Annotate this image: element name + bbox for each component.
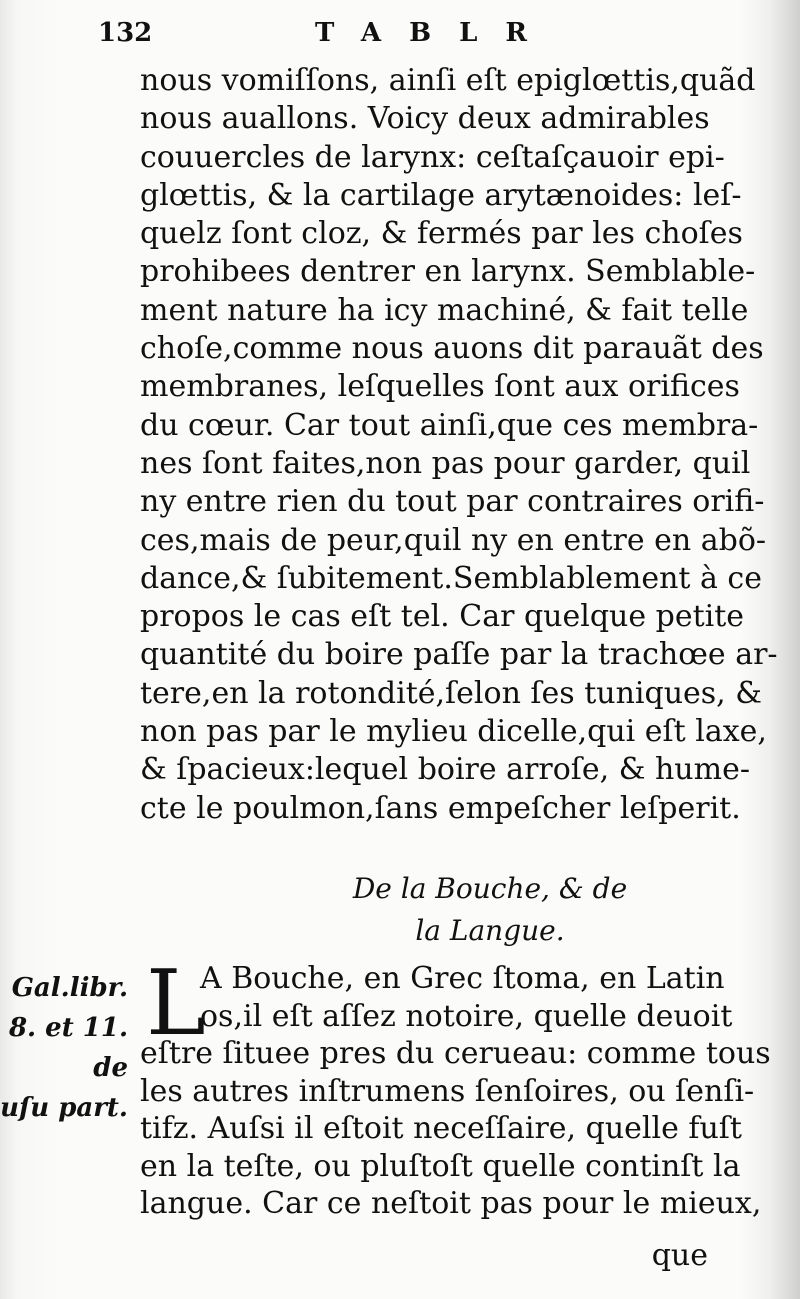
- section-heading-line-1: De la Bouche, & de: [352, 872, 628, 905]
- section-heading-line-2: la Langue.: [415, 914, 565, 947]
- page-number: 132: [98, 18, 153, 48]
- text-line: langue. Car ce neſtoit pas pour le mieux,: [140, 1186, 762, 1221]
- text-line: eſtre ſituee pres du cerueau: comme tous: [140, 1036, 771, 1071]
- text-line: cte le poulmon,ſans empeſcher leſperit.: [140, 790, 741, 826]
- text-line: nes ſont faites,non pas pour garder, quil: [140, 445, 751, 481]
- section-body-text: [140, 951, 771, 1223]
- drop-cap: L: [146, 951, 206, 1056]
- body-text: [140, 62, 778, 828]
- text-line: glœttis, & la cartilage arytænoides: leſ-: [140, 177, 742, 213]
- text-line: & ſpacieux:lequel boire arroſe, & hume-: [140, 752, 750, 788]
- text-line: propos le cas eſt tel. Car quelque petite: [140, 599, 745, 635]
- text-line: A Bouche, en Grec ſtoma, en Latin: [200, 961, 725, 996]
- text-line: membranes, leſquelles ſont aux orifices: [140, 369, 740, 405]
- text-line: tifz. Auſsi il eſtoit neceſſaire, quelle fuſt: [140, 1111, 742, 1146]
- text-line: les autres inſtrumens ſenſoires, ou ſenſi-: [140, 1073, 755, 1109]
- text-line: tere,en la rotondité,ſelon ſes tuniques, &: [140, 675, 762, 711]
- text-line: quelz ſont cloz, & fermés par les choſes: [140, 216, 743, 252]
- running-head: TABLR: [315, 18, 555, 48]
- text-line: nous auallons. Voicy deux admirables: [140, 101, 710, 137]
- text-line: dance,& ſubitement.Semblablement à ce: [140, 560, 762, 596]
- page-header: [0, 14, 800, 54]
- show-through: [10, 140, 21, 178]
- text-line: choſe,comme nous auons dit parauãt des: [140, 331, 764, 367]
- margin-note-line-1: Gal.libr.: [11, 973, 128, 1003]
- margin-note: [0, 968, 128, 1128]
- text-line: en la teſte, ou pluſtoſt quelle continſt la: [140, 1148, 741, 1184]
- section-heading: [190, 868, 790, 952]
- text-line: ny entre rien du tout par contraires orifi-: [140, 484, 765, 520]
- margin-note-line-2: 8. et 11. de: [8, 1013, 128, 1083]
- text-line: couuercles de larynx: ceſtaſçauoir epi-: [140, 139, 725, 175]
- text-line: du cœur. Car tout ainſi,que ces membra-: [140, 407, 759, 443]
- text-line: os,il eſt aſſez notoire, quelle deuoit: [200, 998, 733, 1034]
- text-line: ment nature ha icy machiné, & fait telle: [140, 292, 749, 328]
- catchword: que: [651, 1238, 708, 1273]
- text-line: nous vomiſſons, ainſi eſt epiglœttis,quãd: [140, 63, 756, 98]
- text-line: non pas par le mylieu dicelle,qui eſt laxe,: [140, 714, 767, 750]
- margin-note-line-3: uſu part.: [0, 1093, 128, 1123]
- text-line: prohibees dentrer en larynx. Semblable-: [140, 254, 756, 290]
- text-line: ces,mais de peur,quil ny en entre en abõ-: [140, 522, 767, 558]
- text-line: quantité du boire paſſe par la trachœe ar-: [140, 637, 778, 673]
